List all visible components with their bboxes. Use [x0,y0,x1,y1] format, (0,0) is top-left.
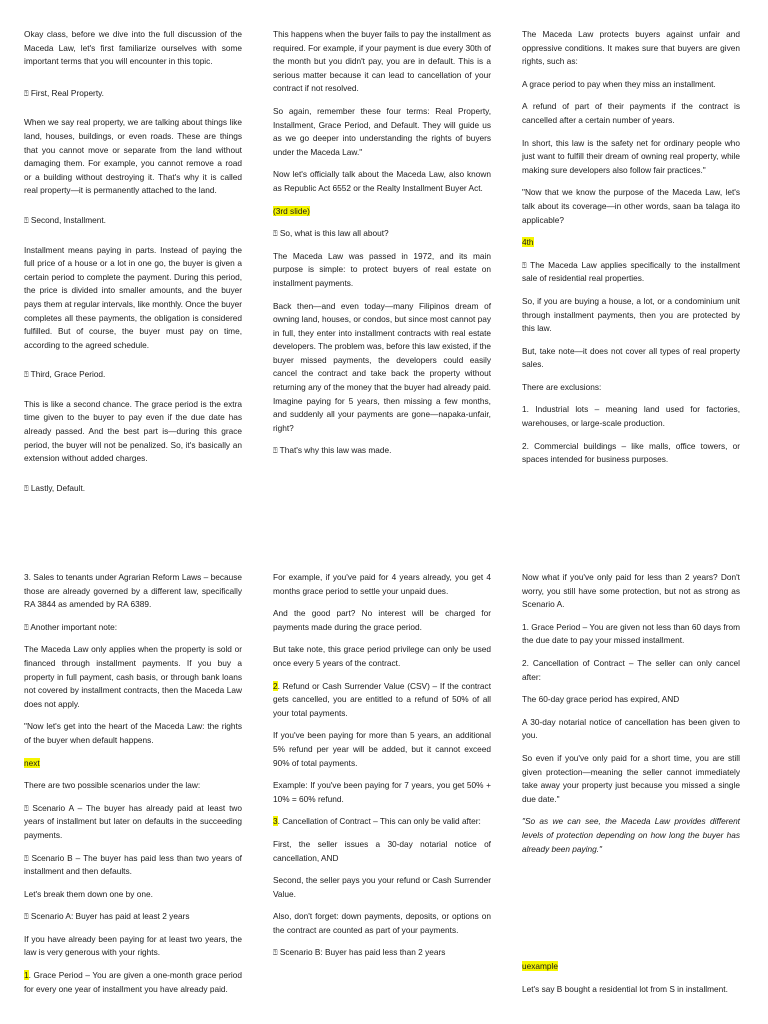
list-item: 1. Grace Period – You are given not less than 60 days from the due date to pay your missed installment. [522,621,740,646]
scenario-heading: ⍰ Scenario B: Buyer has paid less than 2 years [273,947,446,958]
paragraph: ⍰ The Maceda Law applies specifically to the installment sale of residential real properties. [522,259,740,284]
slide-marker: uexample [522,961,558,972]
term-heading: ⍰ First, Real Property. [24,87,104,98]
term-heading: ⍰ Second, Installment. [24,214,106,225]
term-heading: ⍰ Lastly, Default. [24,482,86,493]
slide-marker: 4th [522,237,534,248]
list-item: 3. Sales to tenants under Agrarian Reform Laws – because those are already governed by a different law, specifically RA 3844 as amended by RA 6389. [24,572,242,610]
paragraph: There are two possible scenarios under the law: [24,780,201,791]
paragraph: A 30-day notarial notice of cancellation has been given to you. [522,716,740,741]
paragraph: But take note, this grace period privilege can only be used once every 5 years of the contract. [273,644,491,668]
missing-glyph-icon: ⍰ [24,370,29,380]
paragraph: The Maceda Law was passed in 1972, and its main purpose is simple: to protect buyers of real estate on installment payments. [273,250,491,288]
paragraph: For example, if you've paid for 4 years already, you get 4 months grace period to settle your unpaid dues. [273,572,491,596]
paragraph: The 60-day grace period has expired, AND [522,694,680,705]
paragraph: When we say real property, we are talking about things like land, houses, buildings, or even roads. These are things that you cannot move or separate from the land without damaging them. For example, you cannot remove a road or a building without destroying it. That's why it is called real property—it is permanently attached to the land. [24,117,242,196]
paragraph: Installment means paying in parts. Instead of paying the full price of a house or a lot in one go, the buyer is given a certain period to complete the payment. During this period, the price is divided into smaller amounts, and the buyer pays them at regular intervals, like monthly. Once the buyer completes all these payments, the obligation is considered fulfilled. But of course, the buyer must pay on time, according to the agreed schedule. [24,244,242,350]
paragraph: So again, remember these four terms: Real Property, Installment, Grace Period, and Default. They will guide us as we go deeper into understanding the rights of buyers under the Maceda Law." [273,105,491,157]
missing-glyph-icon: ⍰ [522,260,527,270]
paragraph: Let's break them down one by one. [24,888,153,899]
paragraph: This happens when the buyer fails to pay the installment as required. For example, if your payment is due every 30th of the month but you didn't pay, you are in default. This is a serious matter because it can lead to cancellation of your contract if not resolved. [273,29,491,94]
column-bottom-middle [273,571,491,969]
paragraph: But, take note—it does not cover all types of real property sales. [522,345,740,370]
column-top-left [24,28,242,504]
paragraph: Now what if you've only paid for less than 2 years? Don't worry, you still have some protection, but not as strong as Scenario A. [522,572,740,610]
paragraph: "Now that we know the purpose of the Maceda Law, let's talk about its coverage—in other words, saan ba talaga ito applicable? [522,187,740,225]
missing-glyph-icon: ⍰ [273,229,278,239]
paragraph: ⍰ That's why this law was made. [273,445,392,456]
missing-glyph-icon: ⍰ [24,853,29,863]
paragraph: So even if you've only paid for a short time, you are still given protection—meaning the seller cannot immediately take away your property just because you missed a single due date." [522,752,740,804]
paragraph: In short, this law is the safety net for ordinary people who just want to fulfill their dream of owning real property, while making sure developers also follow fair practices." [522,137,740,175]
slide-marker: (3rd slide) [273,205,310,216]
column-bottom-right [522,571,740,1005]
paragraph: "Now let's get into the heart of the Maceda Law: the rights of the buyer when default happens. [24,721,242,745]
paragraph: Now let's officially talk about the Maceda Law, also known as Republic Act 6552 or the Realty Installment Buyer Act. [273,169,491,193]
paragraph: Okay class, before we dive into the full discussion of the Maceda Law, let's first familiarize ourselves with some important terms that you will encounter in this topic. [24,29,242,67]
list-item: ⍰ Scenario B – The buyer has paid less than two years of installment and then defaults. [24,852,242,877]
list-item: A refund of part of their payments if the contract is cancelled after a certain number of years. [522,101,740,125]
paragraph: There are exclusions: [522,381,602,392]
missing-glyph-icon: ⍰ [24,803,29,813]
scenario-heading: ⍰ Scenario A: Buyer has paid at least 2 years [24,911,190,922]
paragraph: The Maceda Law only applies when the property is sold or financed through installment payments. If you buy a property in full payment, cash basis, or through bank loans not covered by installment contracts, then the Maceda Law does not apply. [24,644,242,709]
missing-glyph-icon: ⍰ [273,446,278,456]
paragraph: So, if you are buying a house, a lot, or a condominium unit through installment payments, then you are protected by this law. [522,295,740,334]
list-item: 2. Cancellation of Contract – The seller can only cancel after: [522,657,740,682]
term-heading: ⍰ Third, Grace Period. [24,369,106,380]
quote-paragraph: "So as we can see, the Maceda Law provides different levels of protection depending on how long the buyer has already been paying." [522,816,740,854]
column-top-middle [273,28,491,467]
paragraph: Example: If you've been paying for 7 years, you get 50% + 10% = 60% refund. [273,780,491,804]
list-item: A grace period to pay when they miss an installment. [522,78,716,89]
missing-glyph-icon: ⍰ [24,88,29,98]
missing-glyph-icon: ⍰ [24,622,29,632]
paragraph: Also, don't forget: down payments, deposits, or options on the contract are counted as part of your payments. [273,911,491,935]
missing-glyph-icon: ⍰ [24,483,29,493]
note-heading: ⍰ Another important note: [24,621,118,632]
question-heading: ⍰ So, what is this law all about? [273,228,389,239]
list-item: 1. Industrial lots – meaning land used for factories, warehouses, or large-scale production. [522,404,740,429]
paragraph: If you've been paying for more than 5 years, an additional 5% refund per year will be added, but it cannot exceed 90% of total payments. [273,730,491,768]
column-top-right [522,28,740,476]
list-item: ⍰ Scenario A – The buyer has already paid at least two years of installment but later on defaults in the succeeding payments. [24,802,242,840]
paragraph: Back then—and even today—many Filipinos dream of owning land, houses, or condos, but since most cannot pay in full, they enter into installment contracts with real estate developers. The problem was, before this law existed, if the buyer missed payments, the developers could easily cancel the contract and take back the property without returning any of the money that the buyer had already paid. Imagine paying for 5 years, then missing a few months, and suddenly all your payments are gone—napaka-unfair, right? [273,300,491,433]
paragraph: Let's say B bought a residential lot from S in installment. [522,983,728,994]
list-item: 3. Cancellation of Contract – This can only be valid after: [273,816,481,827]
paragraph: If you have already been paying for at least two years, the law is very generous with your rights. [24,933,242,958]
list-item: 1. Grace Period – You are given a one-month grace period for every one year of installment you have already paid. [24,970,242,994]
paragraph: Second, the seller pays you your refund or Cash Surrender Value. [273,875,491,899]
column-bottom-left [24,571,242,1005]
missing-glyph-icon: ⍰ [24,912,29,922]
slide-marker: next [24,757,40,768]
paragraph: First, the seller issues a 30-day notarial notice of cancellation, AND [273,838,491,863]
paragraph: This is like a second chance. The grace period is the extra time given to the buyer to pay even if the due date has already passed. And the best part is—during this grace period, the buyer will not be penalized. So, it's basically an extension without added charges. [24,398,242,464]
paragraph: And the good part? No interest will be charged for payments made during the grace period. [273,608,491,632]
missing-glyph-icon: ⍰ [24,215,29,225]
paragraph: The Maceda Law protects buyers against unfair and oppressive conditions. It makes sure that buyers are given rights, such as: [522,29,740,67]
list-item: 2. Commercial buildings – like malls, office towers, or spaces intended for business purposes. [522,440,740,465]
list-item: 2. Refund or Cash Surrender Value (CSV) – If the contract gets cancelled, you are entitled to a refund of 50% of all your total payments. [273,680,491,718]
missing-glyph-icon: ⍰ [273,948,278,958]
